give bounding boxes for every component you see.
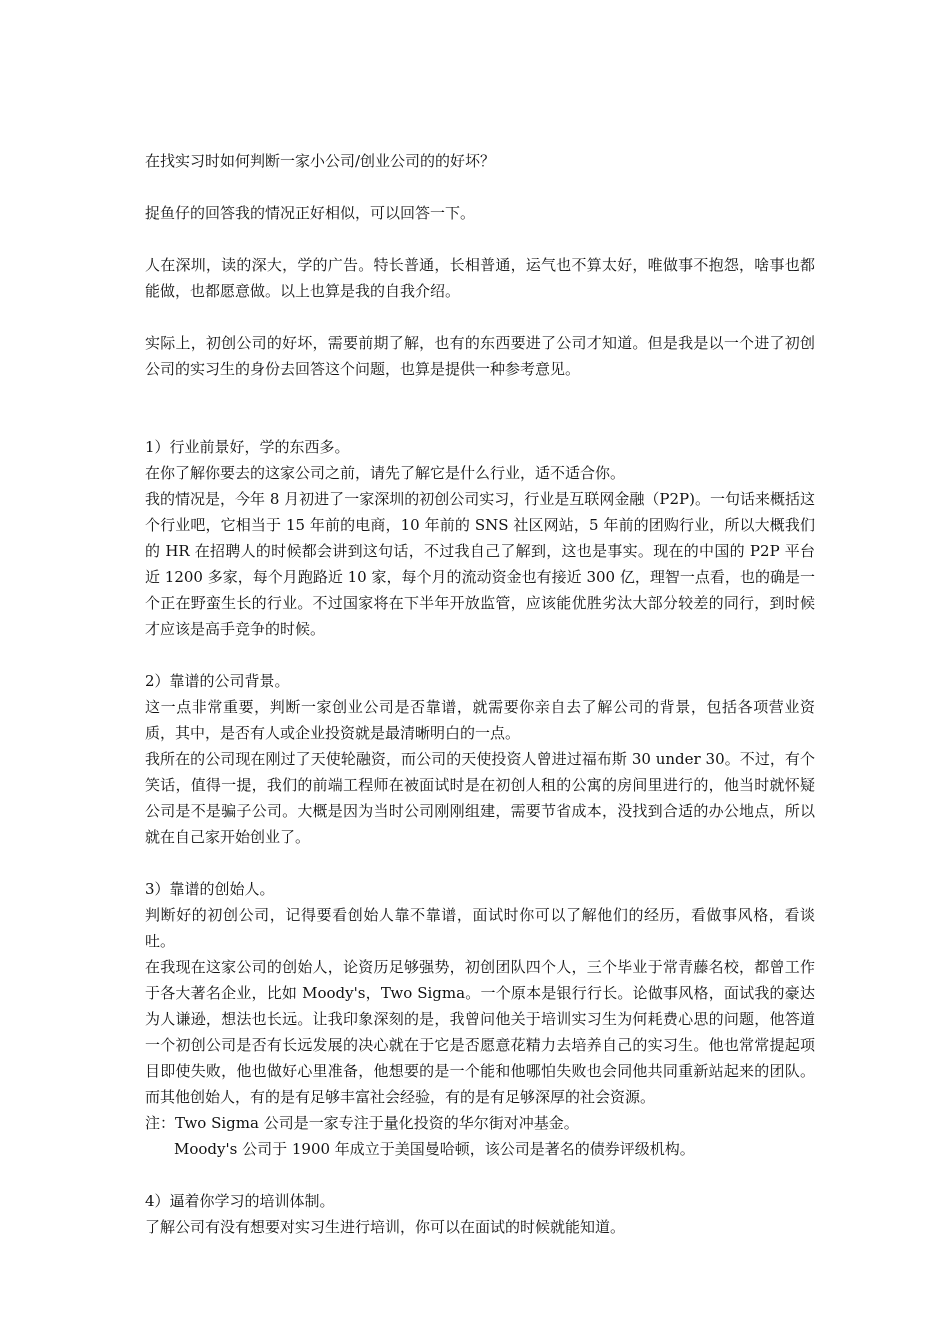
section-heading: 3）靠谱的创始人。	[145, 880, 275, 898]
spacer	[145, 642, 815, 668]
intro-paragraph: 人在深圳，读的深大，学的广告。特长普通，长相普通，运气也不算太好，唯做事不抱怨，啥事也都能做，也都愿意做。以上也算是我的自我介绍。	[145, 256, 815, 300]
footnote: 注：Two Sigma 公司是一家专注于量化投资的华尔街对冲基金。	[145, 1114, 579, 1132]
spacer	[145, 304, 815, 330]
section-paragraph: 在我现在这家公司的创始人，论资历足够强势，初创团队四个人，三个毕业于常青藤名校，都曾工作于各大著名企业，比如 Moody's，Two Sigma。一个原本是银行行长。论做事风格，面试我的豪达为人谦逊，想法也长远。让我印象深刻的是，我曾问他关于培训实习生为何耗费心思的问题，他答道一个初创公司是否有长远发展的决心就在于它是否愿意花精力去培养自己的实习生。他也常常提起项目即使失败，他也做好心里准备，他想要的是一个能和他哪怕失败也会同他共同重新站起来的团队。而其他创始人，有的是有足够丰富社会经验，有的是有足够深厚的社会资源。	[145, 958, 815, 1106]
document-page	[145, 148, 815, 1240]
section-paragraph: 判断好的初创公司，记得要看创始人靠不靠谱，面试时你可以了解他们的经历，看做事风格，看谈吐。	[145, 906, 815, 950]
section-paragraph: 在你了解你要去的这家公司之前，请先了解它是什么行业，适不适合你。	[145, 464, 626, 482]
spacer	[145, 174, 815, 200]
spacer	[145, 382, 815, 434]
spacer	[145, 226, 815, 252]
document-title: 在找实习时如何判断一家小公司/创业公司的的好坏？	[145, 152, 496, 170]
section-heading: 1）行业前景好，学的东西多。	[145, 438, 350, 456]
section-paragraph: 这一点非常重要，判断一家创业公司是否靠谱，就需要你亲自去了解公司的背景，包括各项营业资质，其中，是否有人或企业投资就是最清晰明白的一点。	[145, 698, 815, 742]
intro-paragraph: 捉鱼仔的回答我的情况正好相似，可以回答一下。	[145, 204, 476, 222]
section-paragraph: 了解公司有没有想要对实习生进行培训，你可以在面试的时候就能知道。	[145, 1218, 626, 1236]
spacer	[145, 850, 815, 876]
spacer	[145, 1162, 815, 1188]
section-paragraph: 我所在的公司现在刚过了天使轮融资，而公司的天使投资人曾进过福布斯 30 under 30。不过，有个笑话，值得一提，我们的前端工程师在被面试时是在初创人租的公寓的房间里进行的，他当时就怀疑公司是不是骗子公司。大概是因为当时公司刚刚组建，需要节省成本，没找到合适的办公地点，所以就在自己家开始创业了。	[145, 750, 815, 846]
section-heading: 4）逼着你学习的培训体制。	[145, 1192, 335, 1210]
section-heading: 2）靠谱的公司背景。	[145, 672, 290, 690]
section-paragraph: 我的情况是，今年 8 月初进了一家深圳的初创公司实习，行业是互联网金融（P2P)。一句话来概括这个行业吧，它相当于 15 年前的电商，10 年前的 SNS 社区网站，5 年前的团购行业，所以大概我们的 HR 在招聘人的时候都会讲到这句话，不过我自己了解到，这也是事实。现在的中国的 P2P 平台近 1200 多家，每个月跑路近 10 家，每个月的流动资金也有接近 300 亿，理智一点看，也的确是一个正在野蛮生长的行业。不过国家将在下半年开放监管，应该能优胜劣汰大部分较差的同行，到时候才应该是高手竞争的时候。	[145, 490, 815, 638]
intro-paragraph: 实际上，初创公司的好坏，需要前期了解，也有的东西要进了公司才知道。但是我是以一个进了初创公司的实习生的身份去回答这个问题，也算是提供一种参考意见。	[145, 334, 815, 378]
footnote: Moody's 公司于 1900 年成立于美国曼哈顿，该公司是著名的债券评级机构。	[174, 1140, 695, 1158]
